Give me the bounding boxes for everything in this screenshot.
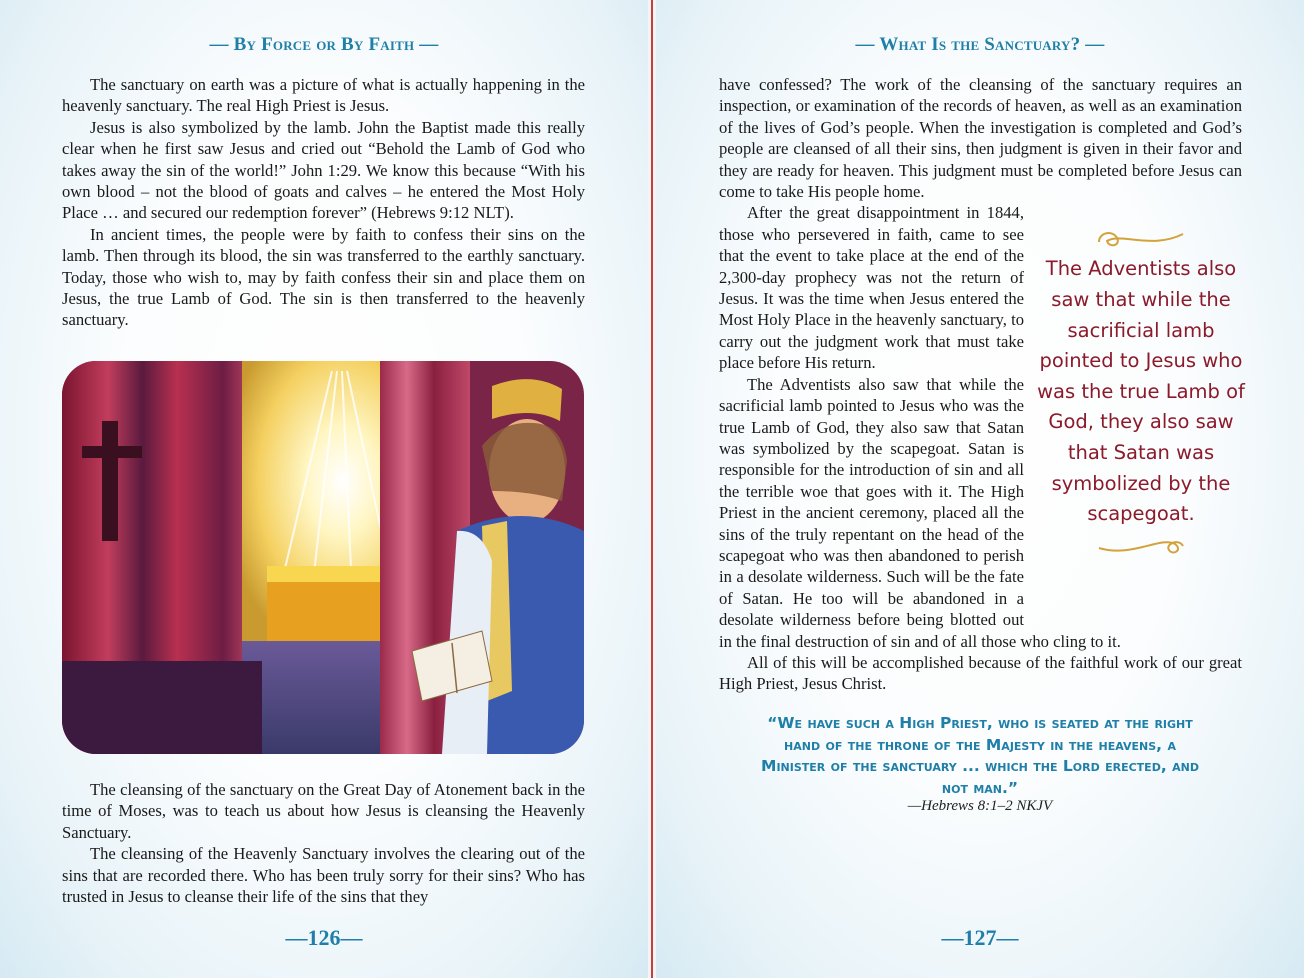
- high-priest-illustration: [62, 361, 584, 754]
- right-body: [719, 74, 1245, 695]
- left-body-bottom: [62, 779, 585, 907]
- book-spine: [648, 0, 656, 978]
- flourish-top-icon: [1091, 224, 1191, 254]
- flourish-bottom-icon: [1091, 530, 1191, 560]
- scripture-quote: “We have such a High Priest, who is seated at the right hand of the throne of the Majesty in the heavens, a Minister of the sanctuary ... which the Lord erected, and not man.”: [761, 714, 1199, 797]
- paragraph: The sanctuary on earth was a picture of what is actually happening in the heavenly sanctuary. The real High Priest is Jesus.: [62, 75, 585, 116]
- paragraph: All of this will be accomplished because of the faithful work of our great High Priest, Jesus Christ.: [719, 652, 1242, 694]
- paragraph: The cleansing of the Heavenly Sanctuary involves the clearing out of the sins that are recorded there. Who has been truly sorry for their sins? Who has trusted in Jesus to cleanse their life of the sins that they: [62, 844, 585, 907]
- right-page: [656, 0, 1304, 978]
- left-page: [0, 0, 648, 978]
- pull-quote: The Adventists also saw that while the sacrificial lamb pointed to Jesus who was the true Lamb of God, they also saw that Satan was symbolized by the scapegoat.: [1037, 257, 1245, 526]
- page-number-right: —127—: [941, 925, 1019, 950]
- page-number-left: —126—: [285, 925, 363, 950]
- running-head-right: — What Is the Sanctuary? —: [855, 34, 1105, 55]
- pull-quote-box: [1036, 224, 1246, 610]
- running-head-left: — By Force or By Faith —: [209, 34, 439, 55]
- paragraph: After the great disappointment in 1844, those who persevered in faith, came to see that the event to take place at the end of the 2,300-day prophecy was not the return of Jesus. It was the time when Jesus entered the Most Holy Place in the heavenly sanctuary, to carry out the judgment work that must take place before His return.: [719, 203, 1024, 373]
- paragraph: have confessed? The work of the cleansing of the sanctuary requires an inspection, or examination of the records of heaven, as well as an examination of the lives of God’s people. When the investigation is completed and God’s people are cleansed of all their sins, then judgment is given in their favor and they are ready for heaven. This judgment must be completed before Jesus can come to take His people home.: [719, 75, 1242, 202]
- scripture-source: —Hebrews 8:1–2 NKJV: [907, 798, 1053, 815]
- paragraph: In ancient times, the people were by faith to confess their sins on the lamb. Then through its blood, the sin was transferred to the earthly sanctuary. Today, those who wish to, may by faith confess their sin and place them on Jesus, the true Lamb of God. The sin is then transferred to the heavenly sanctuary.: [62, 224, 585, 330]
- left-body-top: [62, 74, 585, 331]
- paragraph: Jesus is also symbolized by the lamb. John the Baptist made this really clear when he first saw Jesus and cried out “Behold the Lamb of God who takes away the sin of the world!” John 1:29. We know this because “With his own blood – not the blood of goats and calves – he entered the Most Holy Place … and secured our redemption forever” (Hebrews 9:12 NLT).: [62, 117, 585, 223]
- scripture-quote-block: [656, 713, 1304, 815]
- paragraph: The Adventists also saw that while the sacrificial lamb pointed to Jesus who was the true Lamb of God, they also saw that Satan was symbolized by the scapegoat. Satan is responsible for the introduction of sin and all the terrible woe that goes with it. The High Priest in the ancient ceremony, placed all the sins of the truly repentant on the head of the scapegoat who was then abandoned to perish in a desolate wilderness. Such will be the fate of Satan. He too will be abandoned in a desolate wilderness before being blotted out in the final destruction of sin and of all those who cling to it.: [719, 374, 1121, 651]
- paragraph: The cleansing of the sanctuary on the Great Day of Atonement back in the time of Moses, was to teach us about how Jesus is cleansing the Heavenly Sanctuary.: [62, 780, 585, 842]
